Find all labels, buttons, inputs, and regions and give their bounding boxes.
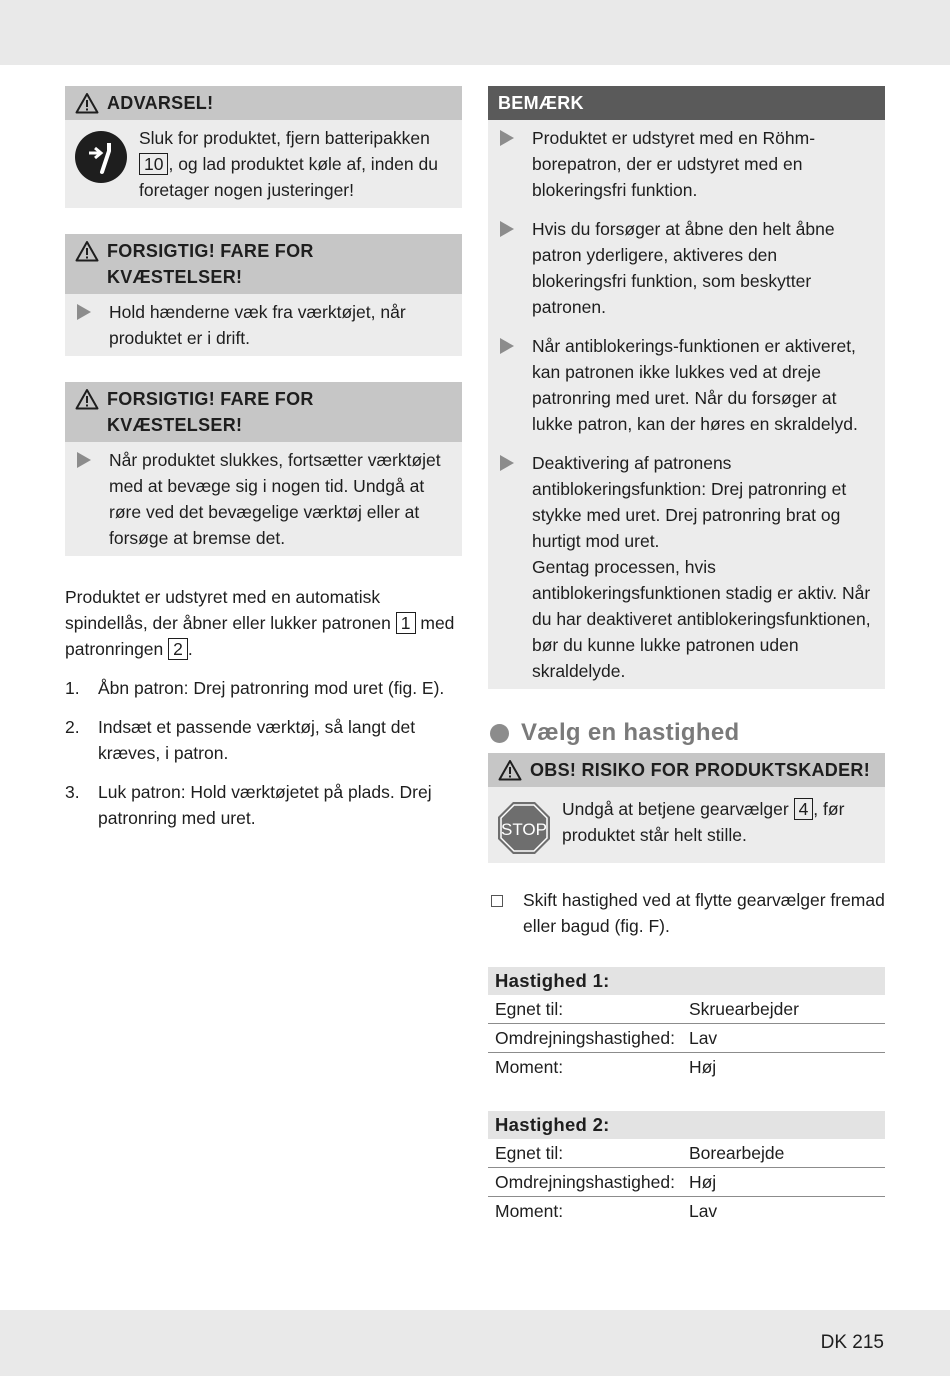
bullet-arrow-icon [500, 338, 514, 354]
table-key: Moment: [495, 1057, 564, 1077]
bullet-arrow-icon [500, 455, 514, 471]
bullet-text: Når antiblokerings-funktionen er aktiveret, kan patronen ikke lukkes ved at dreje patronring med uret. Når du forsøger at lukke patron, kan der høres en skraldelyd. [532, 336, 858, 434]
step-number: 2. [65, 717, 80, 737]
bullet-arrow-icon [77, 452, 91, 468]
table-key: Omdrejningshastighed: [488, 1024, 682, 1053]
warning-header [65, 86, 462, 120]
caution-title-1: FORSIGTIG! FARE FOR KVÆSTELSER! [107, 241, 314, 287]
page-number: DK 215 [820, 1332, 884, 1353]
obs-title: OBS! RISIKO FOR PRODUKTSKADER! [530, 760, 871, 780]
caution-header-2 [65, 382, 462, 442]
intro-text-1: Produktet er udstyret med en automatisk spindellås, der åbner eller lukker patronen [65, 587, 391, 633]
table-row [488, 1139, 885, 1168]
warning-text [139, 125, 452, 203]
stop-sign-label: STOP [501, 820, 547, 839]
warning-title: ADVARSEL! [107, 93, 214, 113]
checkbox-square-icon [491, 895, 503, 907]
table-row [488, 1053, 885, 1082]
list-item [65, 714, 462, 766]
list-item [65, 779, 462, 831]
bullet-arrow-icon [500, 130, 514, 146]
warning-triangle-icon [498, 759, 522, 781]
ref-chuck-ring: 2 [168, 638, 188, 660]
warning-triangle-icon [75, 388, 99, 410]
table-key: Egnet til: [488, 1139, 682, 1168]
note-header [488, 86, 885, 120]
bullet-text: Produktet er udstyret med en Röhm-borepatron, der er udstyret med en blokeringsfri funktion. [532, 128, 816, 200]
step-text: Indsæt et passende værktøj, så langt det kræves, i patron. [98, 717, 416, 763]
list-item [65, 675, 462, 701]
bullet-text: Når produktet slukkes, fortsætter værktøjet med at bevæge sig i nogen tid. Undgå at røre ved det bevægelige værktøj eller at forsøge at bremse det. [109, 450, 441, 548]
bullet-arrow-icon [500, 221, 514, 237]
caution-title-2: FORSIGTIG! FARE FOR KVÆSTELSER! [107, 389, 314, 435]
speed-table-header: Hastighed 2: [488, 1111, 885, 1139]
table-key: Egnet til: [488, 995, 682, 1024]
ref-battery-pack: 10 [139, 153, 168, 175]
warning-text-part2: , og lad produktet køle af, inden du foretager nogen justeringer! [139, 154, 438, 200]
list-item [498, 125, 875, 203]
ref-gear-selector: 4 [794, 798, 814, 820]
table-value: Skruearbejder [682, 995, 885, 1024]
intro-text-3: . [187, 639, 193, 659]
note-box [488, 86, 885, 689]
table-key: Omdrejningshastighed: [488, 1168, 682, 1197]
step-text: Åbn patron: Drej patronring mod uret (fig. E). [98, 678, 445, 698]
table-key: Moment: [495, 1201, 564, 1221]
caution-body-2 [65, 442, 462, 556]
obs-body [488, 787, 885, 863]
table-value: Lav [688, 1201, 718, 1221]
bullet-text: Hvis du forsøger at åbne den helt åbne patron yderligere, aktiveres den blokeringsfri funktion, som beskytter patronen. [532, 219, 835, 317]
table-row [488, 1197, 885, 1226]
obs-text-part1: Undgå at betjene gearvælger [562, 799, 789, 819]
table-row [488, 1168, 885, 1197]
table-value: Borearbejde [682, 1139, 885, 1168]
steps-list [65, 675, 462, 831]
warning-box [65, 86, 462, 208]
list-item [75, 447, 452, 551]
list-item [75, 299, 452, 351]
step-number: 3. [65, 782, 80, 802]
note-title: BEMÆRK [498, 93, 584, 113]
table-row [488, 995, 885, 1024]
table-row [488, 1024, 885, 1053]
section-dot-icon [490, 724, 509, 743]
speed-table-1 [488, 967, 885, 1081]
warning-body [65, 120, 462, 208]
bottom-band [0, 1310, 950, 1376]
obs-text-part2: , før produktet står helt stille. [562, 799, 845, 845]
obs-text [562, 796, 875, 848]
speed-table-header: Hastighed 1: [488, 967, 885, 995]
speed-table-2 [488, 1111, 885, 1225]
table-value: Høj [682, 1168, 885, 1197]
stop-sign-icon [496, 800, 552, 856]
bullet-text: Deaktivering af patronens antiblokeringsfunktion: Drej patronring et stykke med uret. Drej patronring brat og hurtigt mod uret. Gentag processen, hvis antiblokeringsfunktionen stadig er aktiv. Når du har deaktiveret antiblokeringsfunktionen, bør du kunne lukke patronen uden skraldelyde. [532, 453, 871, 681]
plug-unplug-icon [73, 129, 129, 185]
warning-triangle-icon [75, 240, 99, 262]
right-column [488, 86, 885, 1255]
step-text: Luk patron: Hold værktøjetet på plads. Drej patronring med uret. [98, 782, 432, 828]
checklist-text: Skift hastighed ved at flytte gearvælger fremad eller bagud (fig. F). [523, 890, 885, 936]
caution-box-2 [65, 382, 462, 556]
list-item [498, 333, 875, 437]
note-body [488, 120, 885, 689]
obs-header [488, 753, 885, 787]
intro-text-2: med patronringen [65, 613, 455, 659]
ref-chuck: 1 [396, 612, 416, 634]
intro-paragraph [65, 584, 462, 662]
table-value: Høj [688, 1057, 717, 1077]
checklist-item [488, 887, 885, 939]
section-title: Vælg en hastighed [521, 719, 740, 746]
bullet-text: Hold hænderne væk fra værktøjet, når produktet er i drift. [109, 302, 406, 348]
obs-box [488, 753, 885, 863]
left-column [65, 86, 462, 844]
caution-header-1 [65, 234, 462, 294]
section-heading [488, 719, 885, 747]
step-number: 1. [65, 678, 80, 698]
warning-text-part1: Sluk for produktet, fjern batteripakken [139, 128, 430, 148]
warning-triangle-icon [75, 92, 99, 114]
table-value: Lav [682, 1024, 885, 1053]
top-band [0, 0, 950, 65]
bullet-arrow-icon [77, 304, 91, 320]
list-item [498, 450, 875, 684]
caution-body-1 [65, 294, 462, 356]
list-item [498, 216, 875, 320]
caution-box-1 [65, 234, 462, 356]
